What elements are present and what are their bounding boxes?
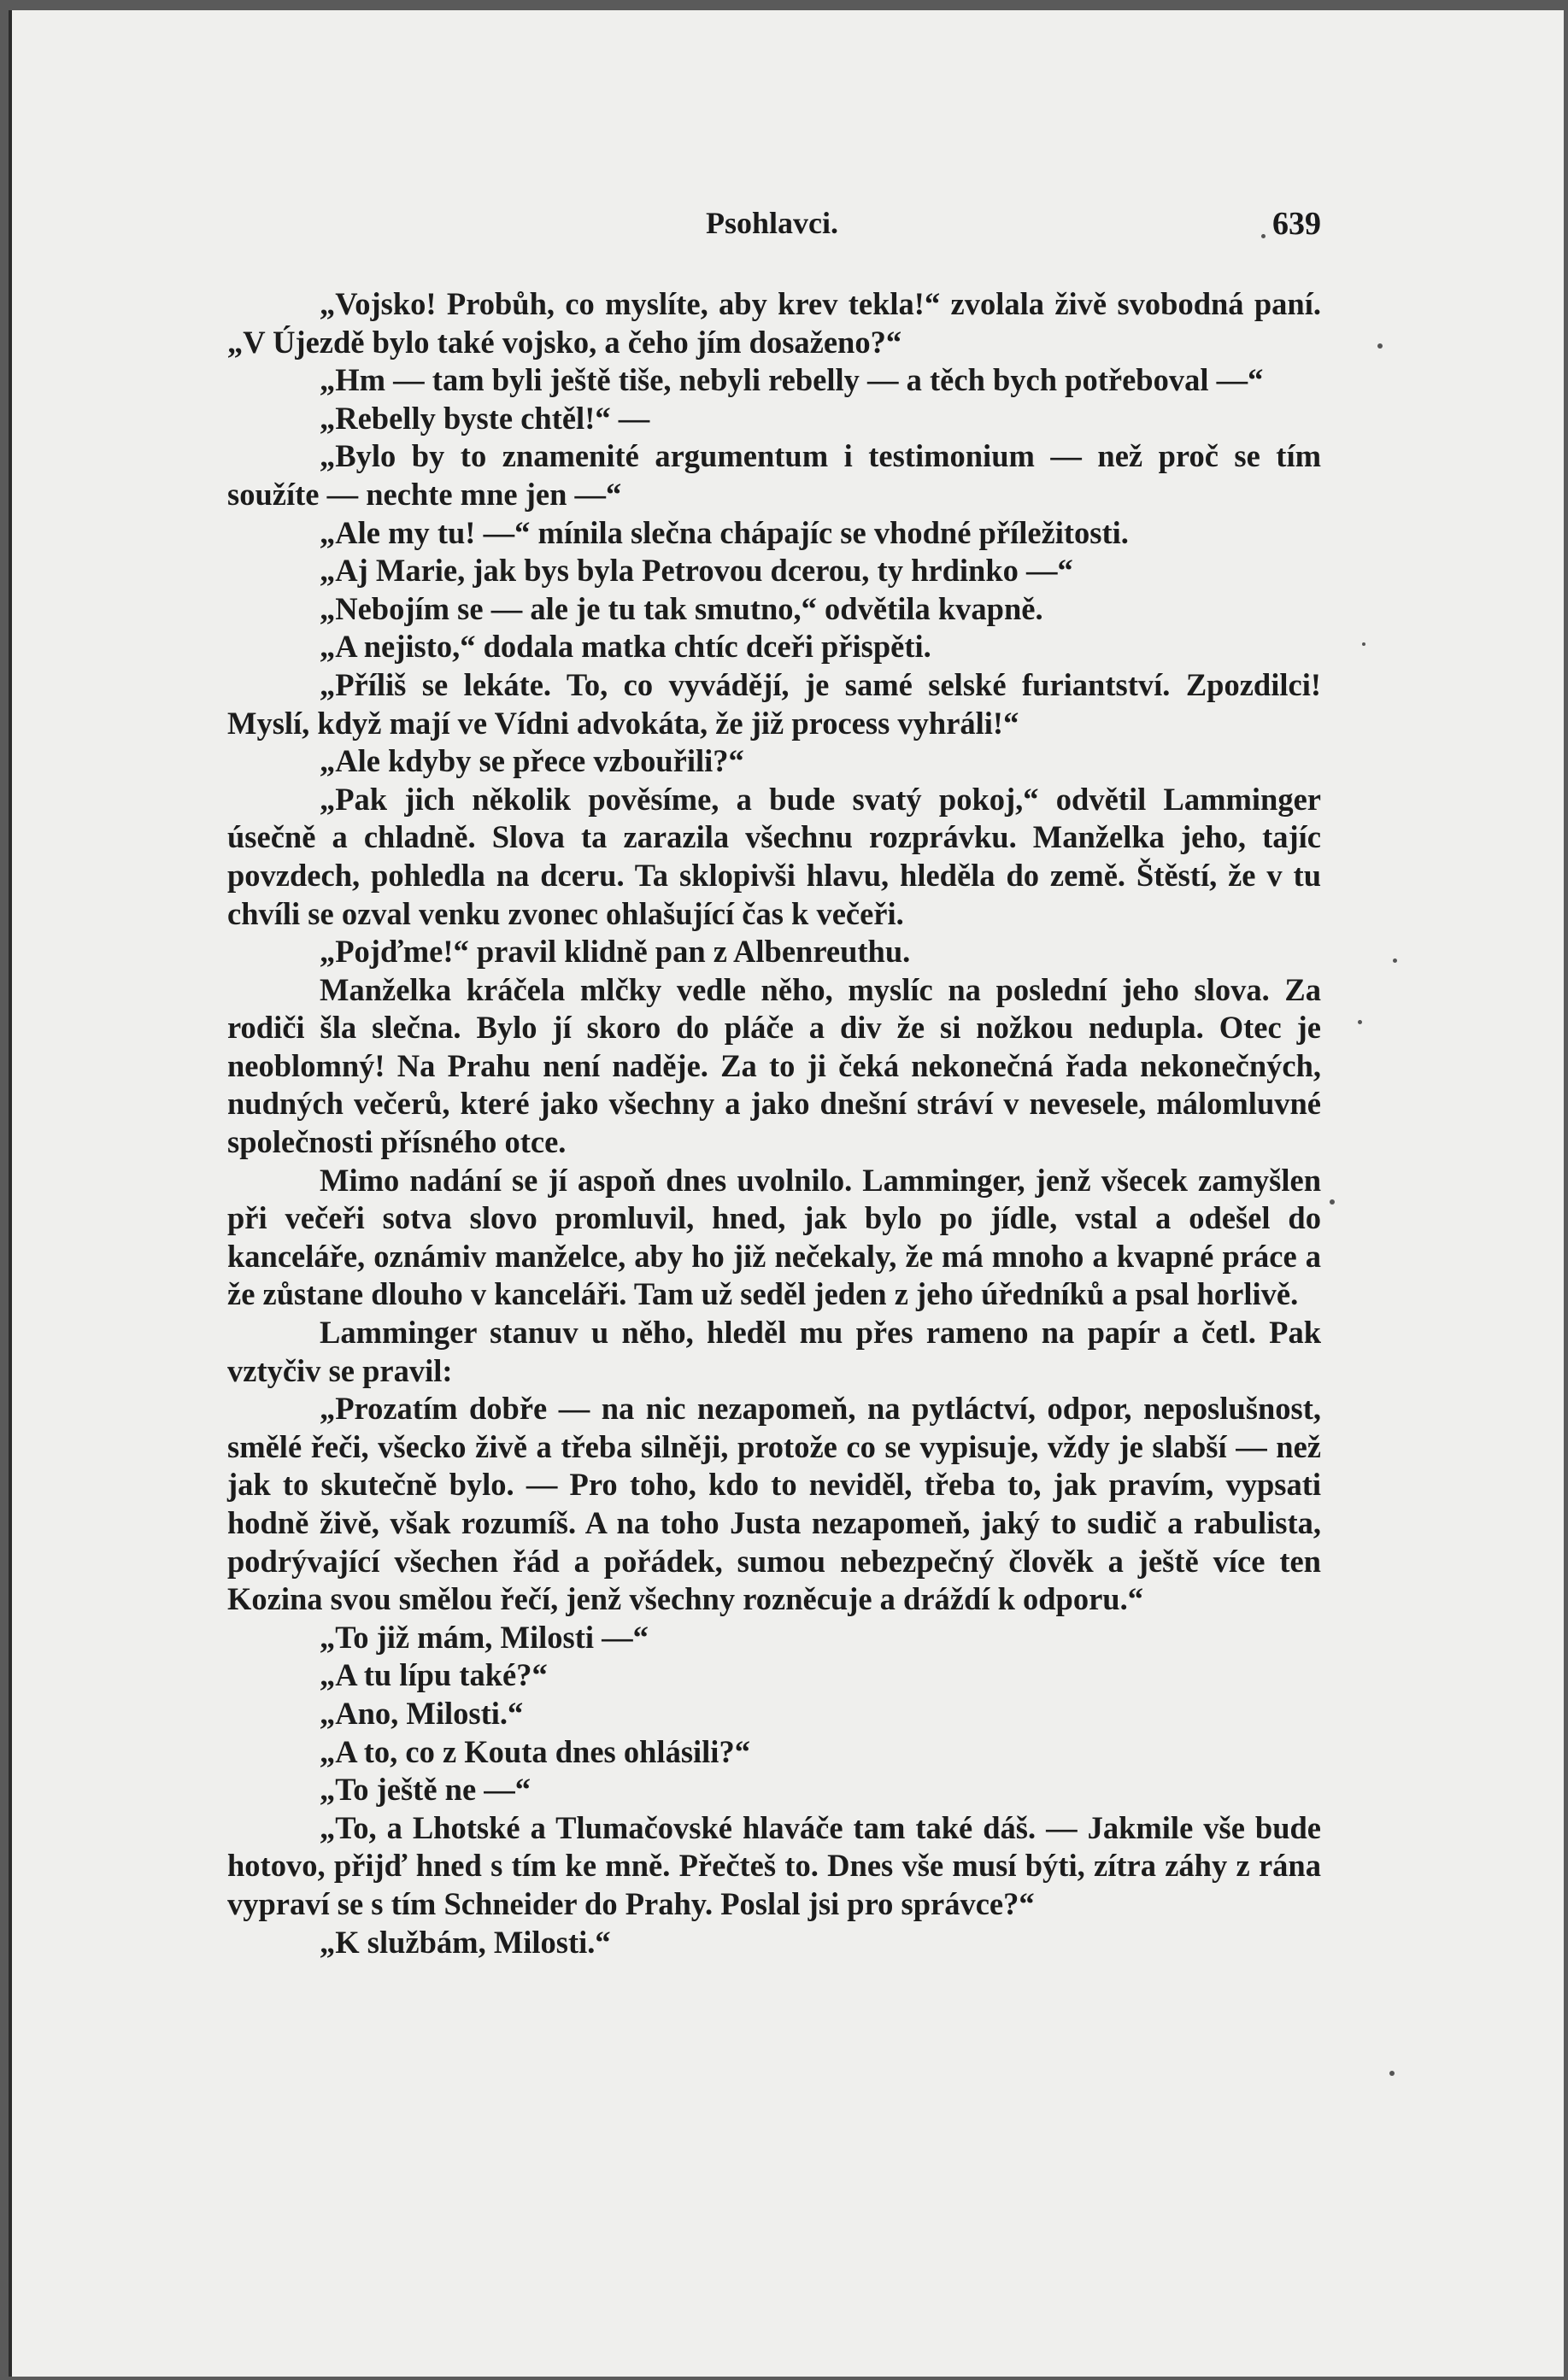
paragraph: „Příliš se lekáte. To, co vyvádějí, je samé selské furiantství. Zpozdilci! Myslí, když mají ve Vídni advokáta, že již process vyhráli!“ (227, 666, 1321, 741)
paragraph: „Bylo by to znamenité argumentum i testimonium — než proč se tím soužíte — nechte mne jen —“ (227, 438, 1321, 512)
print-speck (1362, 642, 1365, 646)
print-speck (1389, 2071, 1395, 2076)
paragraph: „Vojsko! Probůh, co myslíte, aby krev tekla!“ zvolala živě svobodná paní. „V Újezdě bylo také vojsko, a čeho jím dosaženo?“ (227, 286, 1321, 360)
paragraph: „Ale my tu! —“ mínila slečna chápajíc se vhodné příležitosti. (320, 514, 1129, 550)
print-speck (1330, 1199, 1335, 1205)
paragraph: „Ale kdyby se přece vzbouřili?“ (320, 743, 744, 779)
paragraph: „Pak jich několik pověsíme, a bude svatý pokoj,“ odvětil Lamminger úsečně a chladně. Slova ta zarazila všechnu rozprávku. Manželka jeho, tajíc povzdech, pohledla na dceru. Ta sklopivši hlavu, hleděla do země. Štěstí, že v tu chvíli se ozval venku zvonec ohlašující čas k večeři. (227, 781, 1321, 931)
paragraph: „To, a Lhotské a Tlumačovské hlaváče tam také dáš. — Jakmile vše bude hotovo, přijď hned s tím ke mně. Přečteš to. Dnes vše musí býti, zítra záhy z rána vypraví se s tím Schneider do Prahy. Poslal jsi pro správce?“ (227, 1809, 1321, 1921)
paragraph: „Prozatím dobře — na nic nezapomeň, na pytláctví, odpor, neposlušnost, smělé řeči, všecko živě a třeba silněji, protože co se vypisuje, vždy je slabší — než jak to skutečně bylo. — Pro toho, kdo to neviděl, třeba to, jak pravím, vypsati hodně živě, však rozumíš. A na toho Justa nezapomeň, jaký to sudič a rabulista, podrývající všechen řád a pořádek, sumou nebezpečný člověk a ještě více ten Kozina svou smělou řečí, jenž všechny rozněcuje a dráždí k odporu.“ (227, 1391, 1321, 1617)
print-speck (1261, 234, 1266, 238)
paragraph: „Ano, Milosti.“ (320, 1695, 524, 1731)
paragraph: Lamminger stanuv u něho, hleděl mu přes rameno na papír a četl. Pak vztyčiv se pravil: (227, 1315, 1321, 1388)
paragraph: „A tu lípu také?“ (320, 1657, 548, 1693)
paragraph: „To již mám, Milosti —“ (320, 1619, 649, 1655)
page-number: 639 (1272, 206, 1321, 242)
paragraph: „Rebelly byste chtěl!“ — (320, 400, 650, 436)
paragraph: „A nejisto,“ dodala matka chtíc dceři přispěti. (320, 629, 931, 665)
page-header (227, 205, 1321, 256)
book-page (9, 10, 1564, 2377)
paragraph: „To ještě ne —“ (320, 1772, 531, 1808)
paragraph: „Hm — tam byli ještě tiše, nebyli rebelly — a těch bych potřeboval —“ (320, 362, 1264, 398)
paragraph: „Aj Marie, jak bys byla Petrovou dcerou, ty hrdinko —“ (320, 553, 1073, 589)
paragraph: Mimo nadání se jí aspoň dnes uvolnilo. Lamminger, jenž všecek zamyšlen při večeři sotva slovo promluvil, hned, jak bylo po jídle, vstal a odešel do kanceláře, oznámiv manželce, aby ho již nečekaly, že má mnoho a kvapné práce a že zůstane dlouho v kanceláři. Tam už seděl jeden z jeho úředníků a psal horlivě. (227, 1162, 1321, 1312)
paragraph: „Pojďme!“ pravil klidně pan z Albenreuthu. (320, 934, 911, 970)
running-title: Psohlavci. (706, 206, 839, 240)
paragraph: „K službám, Milosti.“ (320, 1924, 611, 1960)
print-speck (1358, 1020, 1362, 1024)
body-text (227, 285, 1321, 1961)
paragraph: Manželka kráčela mlčky vedle něho, myslíc na poslední jeho slova. Za rodiči šla slečna. Bylo jí skoro do pláče a div že si nožkou nedupla. Otec je neoblomný! Na Prahu není naděje. Za to ji čeká nekonečná řada nekonečných, nudných večerů, které jako všechny a jako dnešní stráví v nevesele, málomluvné společnosti přísného otce. (227, 971, 1321, 1160)
print-speck (1377, 343, 1383, 349)
paragraph: „Nebojím se — ale je tu tak smutno,“ odvětila kvapně. (320, 590, 1043, 626)
paragraph: „A to, co z Kouta dnes ohlásili?“ (320, 1733, 750, 1769)
print-speck (1393, 958, 1397, 963)
